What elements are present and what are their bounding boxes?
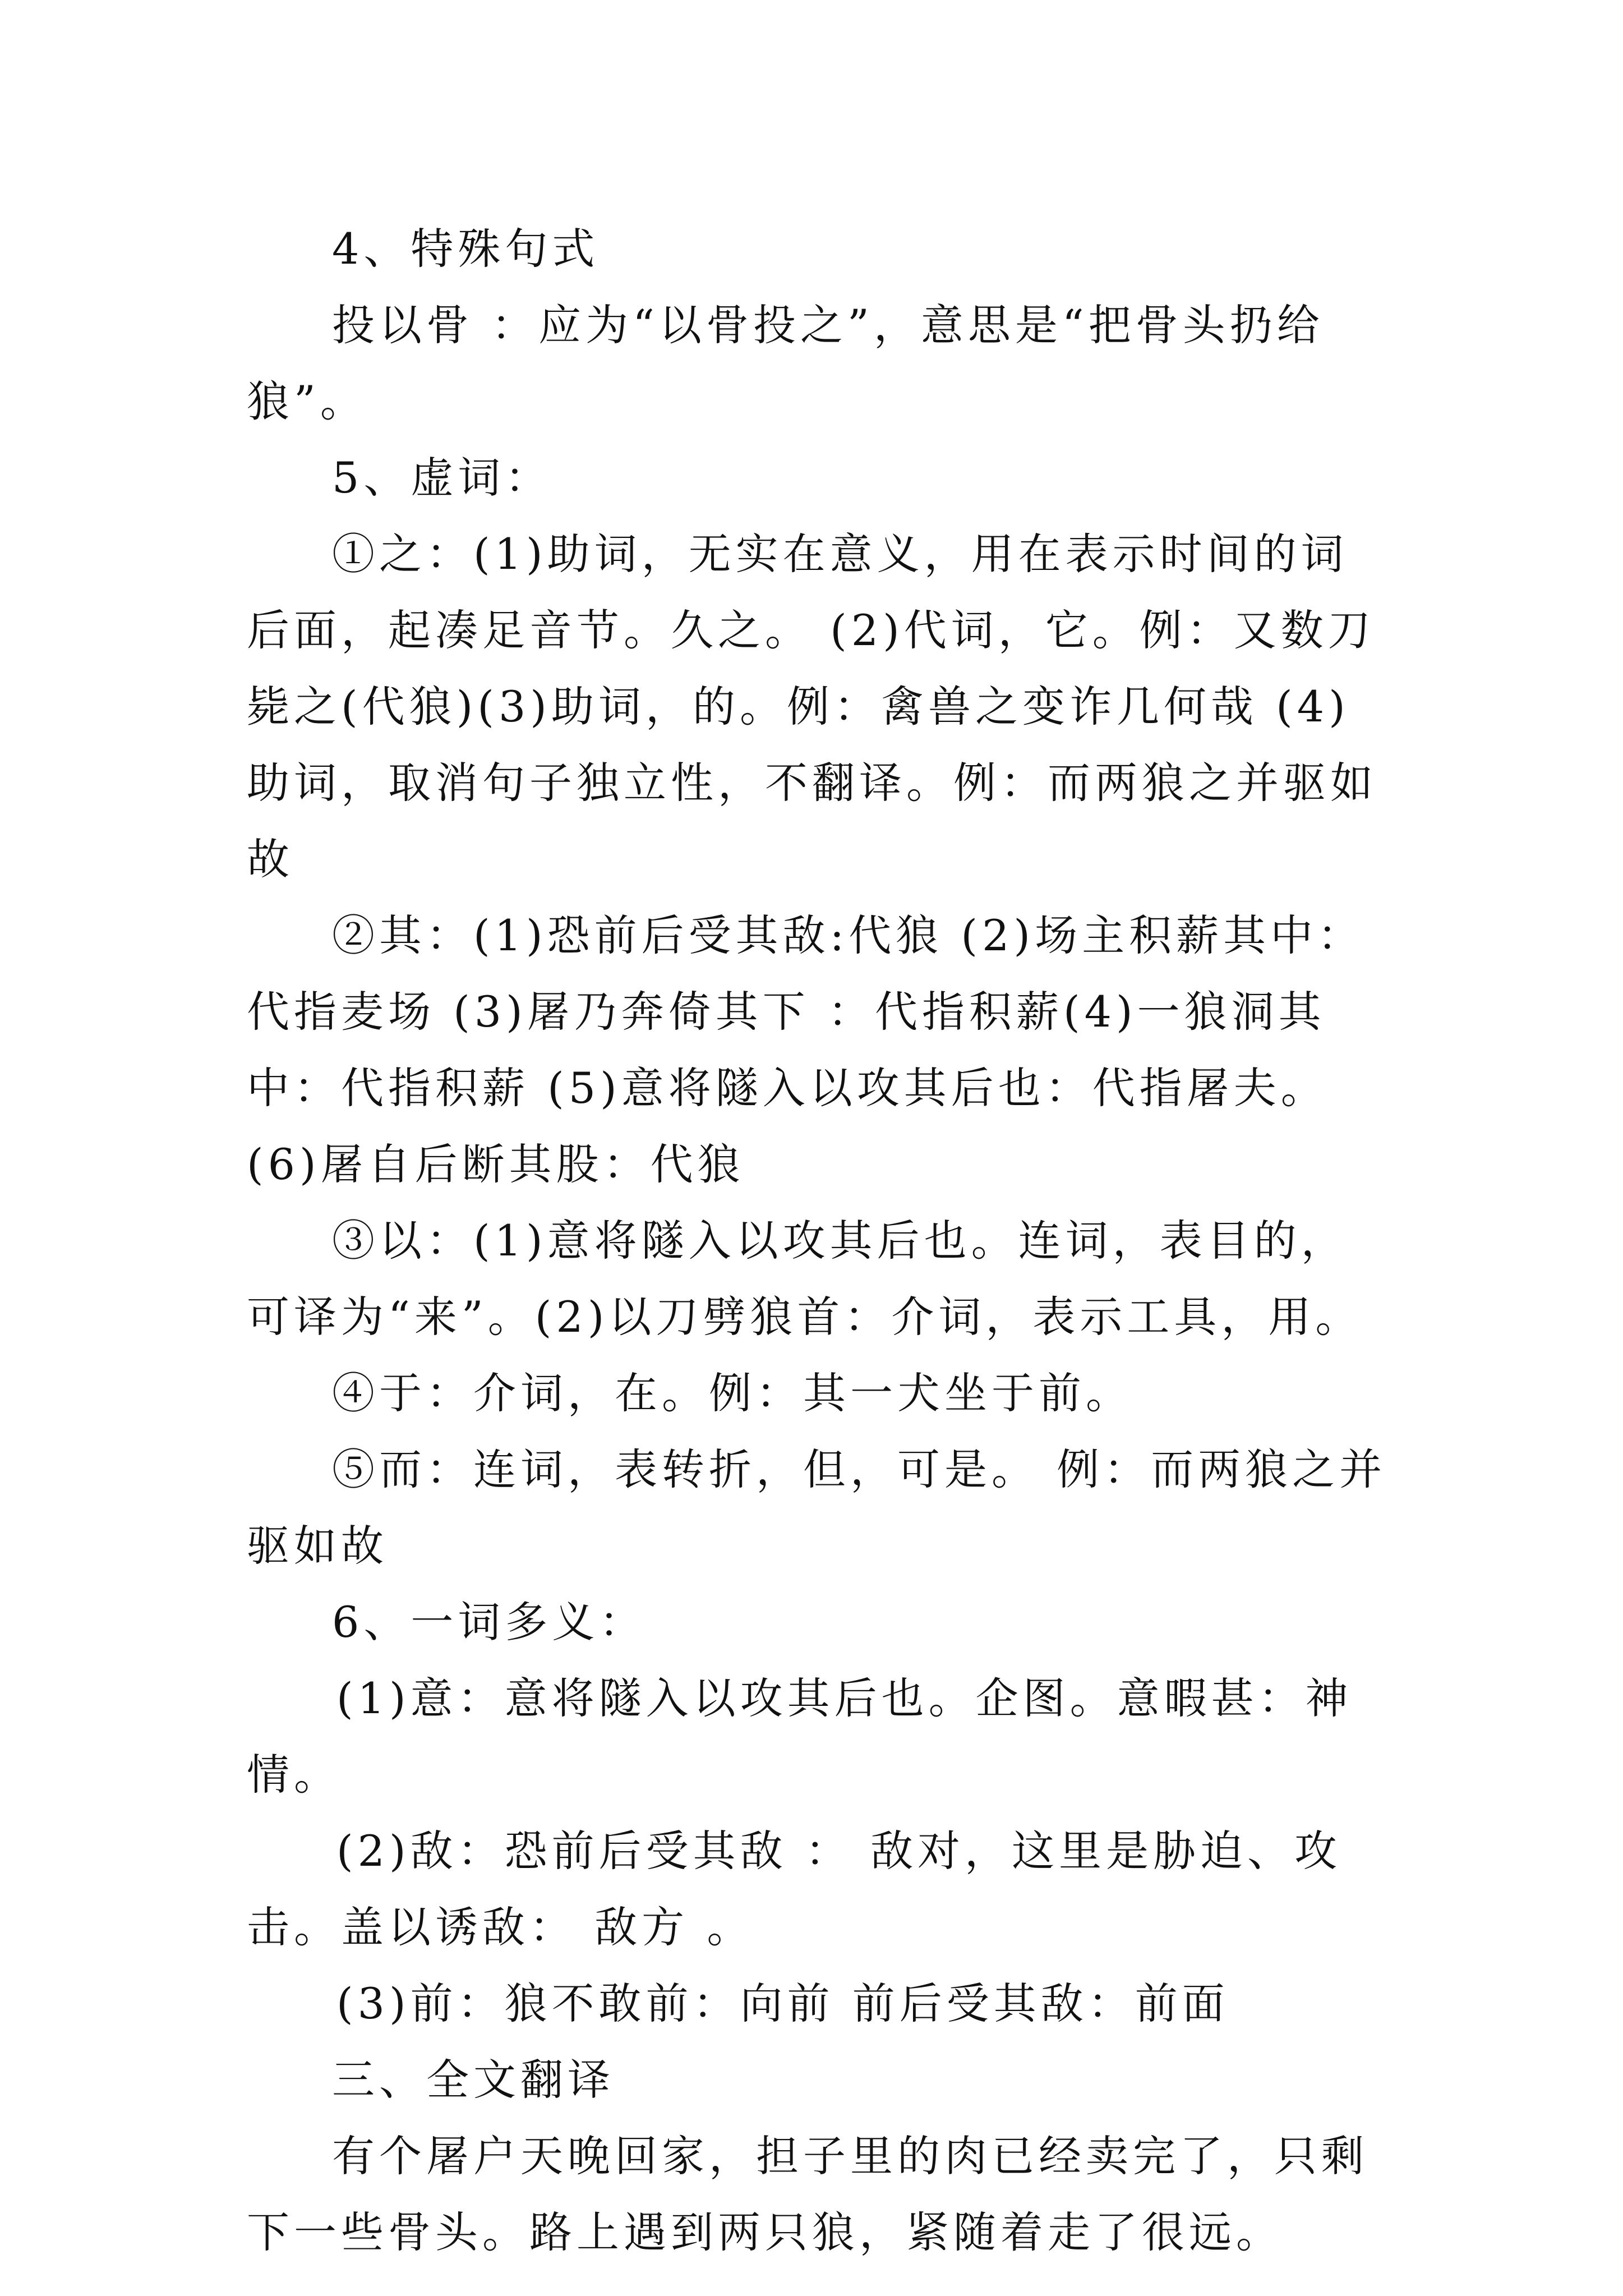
- paragraph-polysemy-yi: (1)意：意将隧入以攻其后也。企图。意暇甚：神情。: [247, 1673, 1353, 1800]
- heading-special-sentence: 4、特殊句式: [332, 224, 600, 274]
- paragraph-polysemy-di: (2)敌：恐前后受其敌 ： 敌对，这里是胁迫、攻击。盖以诱敌： 敌方 。: [247, 1826, 1341, 1952]
- paragraph-yi: ③以：(1)意将隧入以攻其后也。连词，表目的，可译为“来”。(2)以刀劈狼首：介词，表示工具，用。: [247, 1216, 1363, 1342]
- heading-polysemy: 6、一词多义：: [332, 1597, 647, 1647]
- paragraph-full-translation: 有个屠户天晚回家，担子里的肉已经卖完了，只剩下一些骨头。路上遇到两只狼，紧随着走了很远。: [247, 2131, 1368, 2257]
- paragraph-yu: ④于：介词，在。例：其一犬坐于前。: [332, 1368, 1133, 1418]
- document-body: [247, 211, 1391, 2271]
- paragraph-er: ⑤而：连词，表转折，但，可是。 例：而两狼之并驱如故: [247, 1444, 1387, 1571]
- heading-function-words: 5、虚词：: [332, 453, 552, 503]
- paragraph-zhi: ①之：(1)助词，无实在意义，用在表示时间的词后面，起凑足音节。久之。 (2)代词，它。例：又数刀毙之(代狼)(3)助词，的。例：禽兽之变诈几何哉 (4)助词，取消句子独立性，不翻译。例：而两狼之并驱如故: [247, 529, 1377, 884]
- heading-full-translation: 三、全文翻译: [332, 2055, 615, 2105]
- paragraph-special-sentence: 投以骨 ：应为“以骨投之”，意思是“把骨头扔给狼”。: [247, 300, 1324, 426]
- paragraph-qi: ②其：(1)恐前后受其敌:代狼 (2)场主积薪其中：代指麦场 (3)屠乃奔倚其下 ：代指积薪(4)一狼洞其中：代指积薪 (5)意将隧入以攻其后也：代指屠夫。(6)屠自后断其股：代狼: [247, 910, 1365, 1189]
- paragraph-polysemy-qian: (3)前：狼不敢前：向前 前后受其敌：前面: [336, 1978, 1229, 2028]
